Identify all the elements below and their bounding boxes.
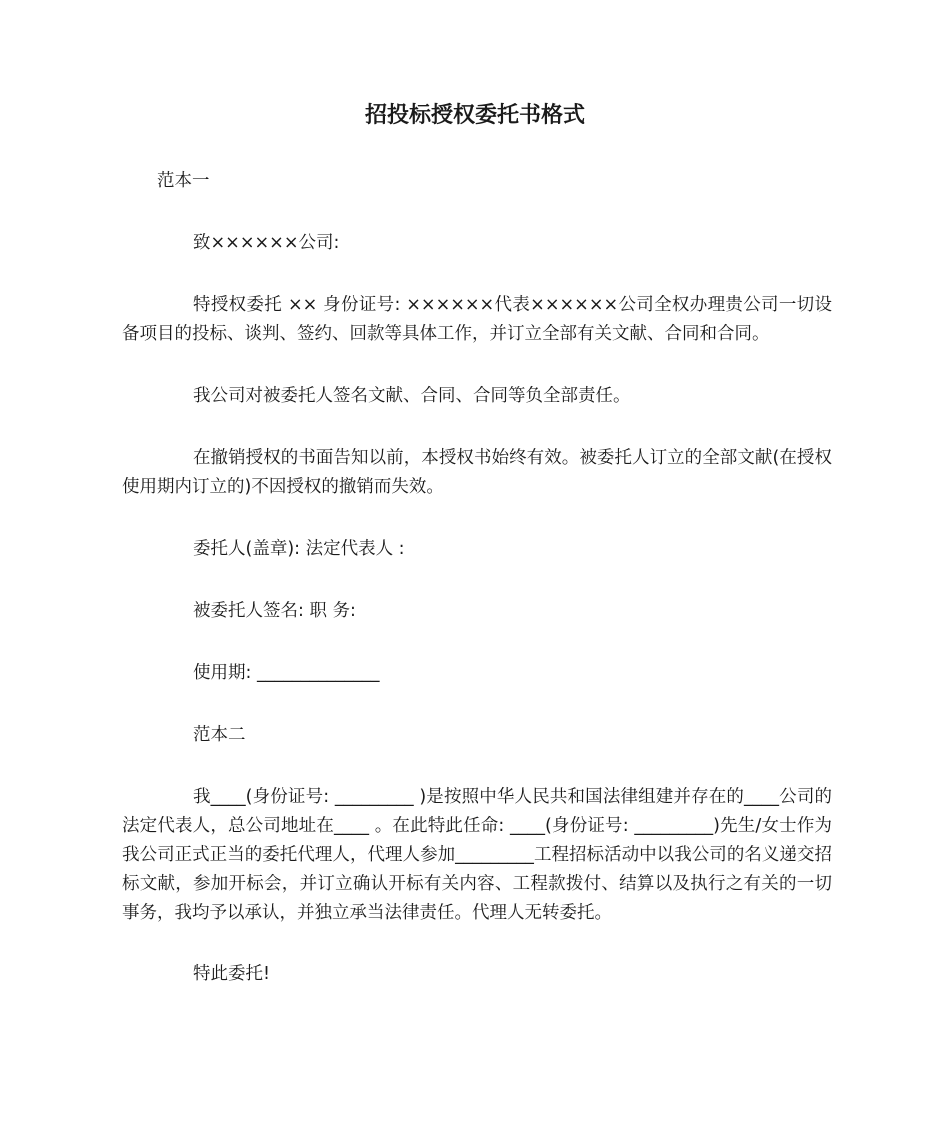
agent-signature-line: 被委托人签名: 职 务: [193,601,356,621]
sample2-paragraph: 我____(身份证号: _________ )是按照中华人民共和国法律组建并存在的____公司的法定代表人，总公司地址在____ 。在此特此任命: ____(身份证号: _________)先生/女士作为我公司正式正当的委托代理人，代理人参加_________工程招标活动中以我公司的名义递交招标文献，参加开标会，并订立确认开标有关内容、工程款拨付、结算以及执行之有关的一切事务，我均予以承认，并独立承当法律责任。代理人无转委托。 [122,787,832,923]
sample1-heading: 范本一 [157,171,210,191]
principal-signature-line: 委托人(盖章): 法定代表人 : [193,539,405,559]
validity-paragraph: 在撤销授权的书面告知以前，本授权书始终有效。被委托人订立的全部文献(在授权使用期内订立的)不因授权的撤销而失效。 [122,448,832,497]
closing-line: 特此委托! [193,964,271,984]
document-title: 招投标授权委托书格式 [364,103,585,128]
sample2-heading: 范本二 [193,725,246,745]
addressee-line: 致××××××公司: [193,233,340,253]
usage-period-line: 使用期: ______________ [193,663,380,683]
authorization-paragraph: 特授权委托 ×× 身份证号: ××××××代表××××××公司全权办理贵公司一切设备项目的投标、谈判、签约、回款等具体工作，并订立全部有关文献、合同和合同。 [122,295,832,344]
responsibility-paragraph: 我公司对被委托人签名文献、合同、合同等负全部责任。 [193,386,631,406]
